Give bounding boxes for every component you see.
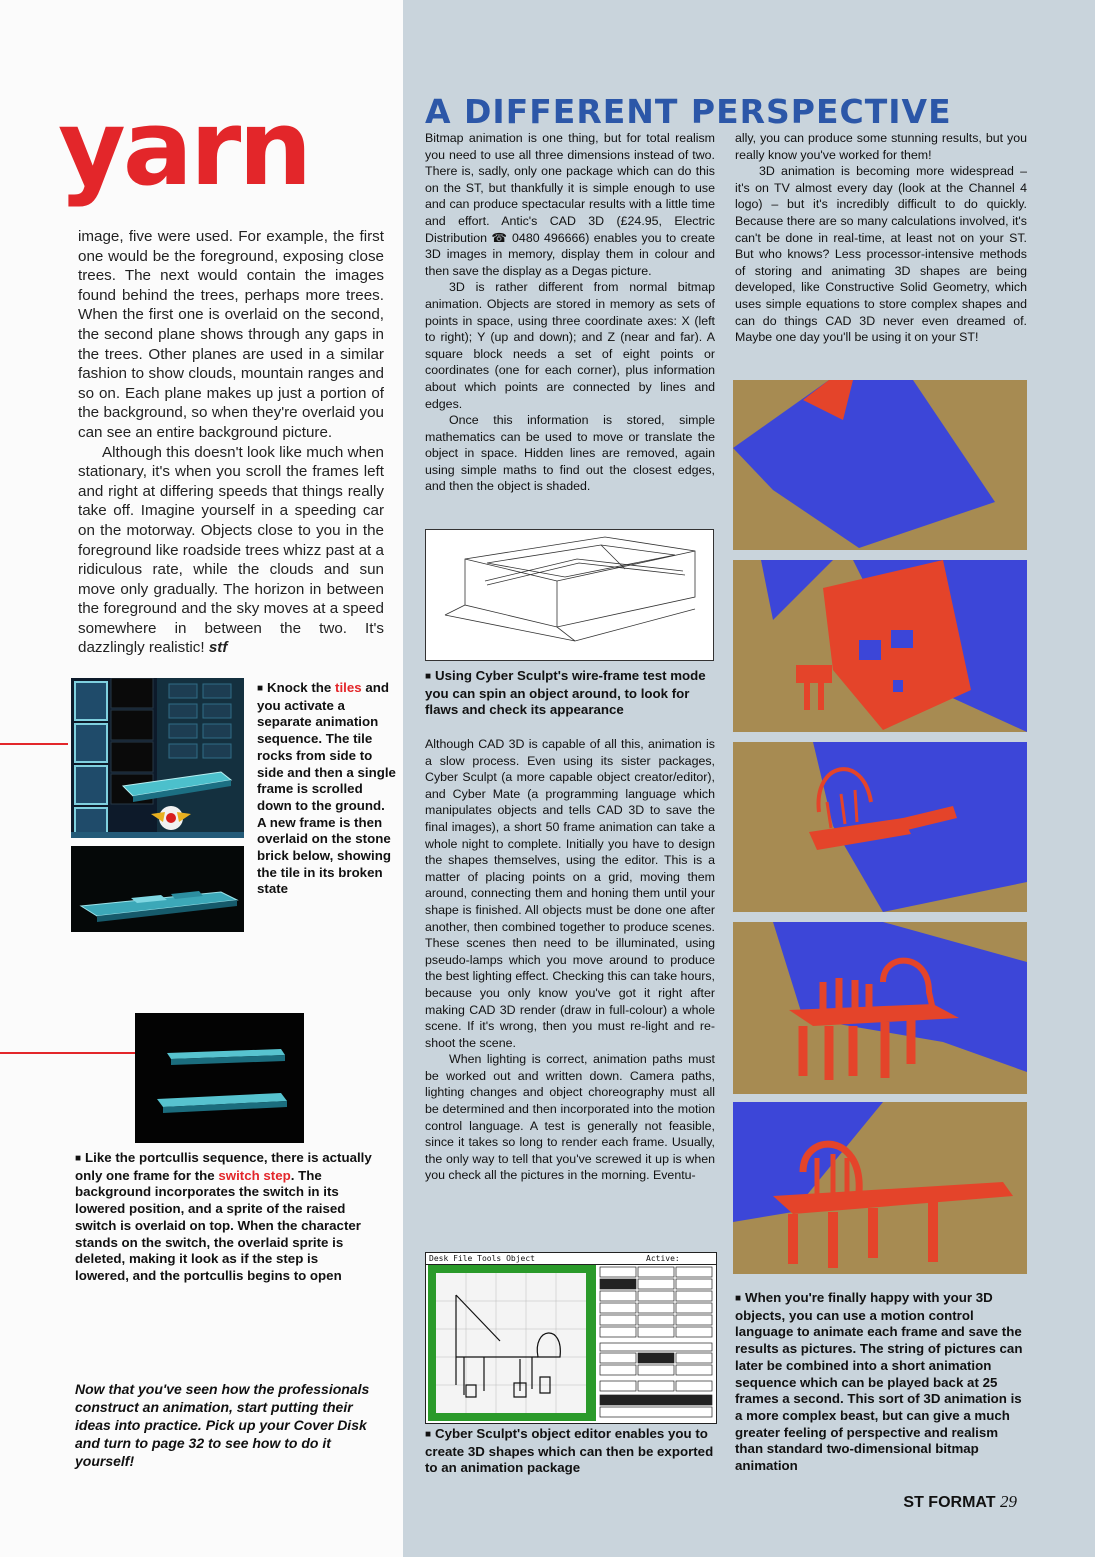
col1-paragraph-4: Although CAD 3D is capable of all this, animation is a slow process. Even using its sister packages, Cyber Sculpt (a more capable object creator/editor), and Cyber Mate (a programming language which manipulates objects and tells CAD 3D to save the final images), a short 50 frame animation can take a whole night to complete. Initially you have to design the shapes themselves, using the editor. This is a matter of placing points on a grid, moving them around, connecting them and honing them until your shape is finished. All objects must be done one after another, then combined together to produce scenes. These scenes then need to be illuminated, using pseudo-lamps which you move around to produce the best lighting effect. Checking this can take hours, because you only know you've got it right after making CAD 3D render (draw in full-colour) a whole scene. If it's wrong, then you must re-light and re-shoot the scene. (425, 737, 715, 1050)
editor-menu-label: Desk File Tools Object (429, 1254, 535, 1263)
tiles-screenshot (71, 678, 244, 838)
render-frame-3 (733, 742, 1027, 912)
body-text (78, 227, 384, 658)
col2-paragraph-1: ally, you can produce some stunning results, but you really know you've worked for them! (735, 131, 1027, 162)
render-frame-3-image (733, 742, 1027, 912)
switch-step-screenshot (135, 1013, 304, 1143)
caption-switch: ■ Like the portcullis sequence, there is actually only one frame for the switch step. The background incorporates the switch in its lowered position, and a sprite of the raised switch is overlaid on top. When the character stands on the switch, the overlaid sprite is deleted, making it look as if the step is lowered, and the portcullis begins to open (75, 1150, 372, 1283)
caption-tiles-highlight: tiles (335, 680, 362, 695)
body-paragraph-1: image, five were used. For example, the first one would be the foreground, exposing close trees. The next would contain the images found behind the trees, perhaps more trees. When the first one is overlaid on the second, the second plane shows through any gaps in the trees. Other planes are used in a similar fashion to show clouds, mountain ranges and so on. Each plane makes up just a portion of the background, so when they're overlaid you can see an entire background picture. (78, 228, 384, 441)
signoff: stf (208, 639, 228, 657)
caption-switch-highlight: switch step (218, 1167, 291, 1183)
caption-motion: ■ When you're finally happy with your 3D objects, you can use a motion control language to animate each frame and save the results as pictures. The string of pictures can later be combined into a short animation sequence which can be played back at 25 frames a second. This sort of 3D animation is a more complex beast, but can give a much greater feeling of perspective and realism than standard two-dimensional bitmap animation (735, 1290, 1023, 1474)
page-number: 29 (1000, 1492, 1017, 1511)
column-1-bottom (425, 736, 715, 1184)
render-frame-1-image (733, 380, 1027, 550)
caption-tiles: ■ Knock the tiles and you activate a separate animation sequence. The tile rocks from side to side and then a single frame is scrolled down to the ground. A new frame is then overlaid on the stone brick below, showing the tile in its broken state (257, 680, 396, 897)
caption-editor: ■ Cyber Sculpt's object editor enables you to create 3D shapes which can then be exported to an animation package (425, 1426, 714, 1476)
red-rule (0, 743, 68, 745)
magazine-name: ST FORMAT (903, 1494, 996, 1511)
editor-active-label: Active: (646, 1254, 680, 1263)
editor-button-grid (598, 1265, 714, 1421)
col1-paragraph-5: When lighting is correct, animation paths must be worked out and written down. Camera paths, lighting changes and object choreography must all be determined and then incorporated into the motion control language. A test is generally not feasible, since it takes so long to render each frame. Usually, the only way to tell that you've screwed it up is when you check all the pictures in the morning. Eventu- (425, 1052, 715, 1183)
editor-tool-panel[interactable] (598, 1265, 714, 1421)
render-frame-4 (733, 922, 1027, 1094)
red-rule (0, 1052, 135, 1054)
render-frame-1 (733, 380, 1027, 550)
caption-wireframe: ■ Using Cyber Sculpt's wire-frame test mode you can spin an object around, to look for flaws and check its appearance (425, 668, 706, 718)
section-title: A DIFFERENT PERSPECTIVE (425, 92, 952, 131)
column-1-top (425, 130, 715, 495)
editor-grid-view (428, 1265, 596, 1421)
render-frame-2 (733, 560, 1027, 732)
body-paragraph-2-text: Although this doesn't look like much when stationary, it's when you scroll the frames left and right at differing speeds that things really take off. Imagine yourself in a speeding car on the motorway. Objects close to you in the foreground like roadside trees whizz past at a ridiculous rate, while the clouds and sun move only gradually. The horizon in between the foreground and the sky moves at a speed somewhere in between the two. It's dazzlingly realistic! (78, 443, 384, 657)
col1-paragraph-2: 3D is rather different from normal bitmap animation. Objects are stored in memory as sets of points in space, using three coordinate axes: X (left to right); Y (up and down); and Z (near and far). A square block needs a set of eight points or coordinates (one for each corner), plus information about which points are connected by lines and edges. (425, 280, 715, 411)
editor-screenshot (425, 1252, 717, 1424)
cover-disk-promo: Now that you've seen how the professionals construct an animation, start putting their ideas into practice. Pick up your Cover Disk and turn to page 32 to see how to do it yourself! (75, 1381, 370, 1469)
body-paragraph-2 (78, 443, 384, 659)
col1-paragraph-1: Bitmap animation is one thing, but for total realism you need to use all three dimensions instead of two. There is, sadly, only one package which can do this on the ST, but thankfully it is simple enough to use and can produce spectacular results with a little time and effort. Antic's CAD 3D (£24.95, Electric Distribution ☎ 0480 496666) enables you to create 3D images in memory, display them in colour and then save the display as a Degas picture. (425, 131, 715, 278)
render-frame-2-image (733, 560, 1027, 732)
wireframe-screenshot (425, 529, 714, 661)
col2-paragraph-2: 3D animation is becoming more widespread – it's on TV almost every day (look at the Channel 4 logo) – but it's incredibly difficult to do quickly. Because there are so many calculations involved, it's can't be done in real-time, at least not on your ST. But who knows? Less processor-intensive methods of storing and animating 3D shapes are being developed, like Constructive Solid Geometry, which uses simple equations to store complex shapes and can do things CAD 3D never even dreamed of. Maybe one day you'll be using it on your ST! (735, 164, 1027, 345)
render-frame-5 (733, 1102, 1027, 1274)
render-frame-4-image (733, 922, 1027, 1094)
page-footer (903, 1492, 1017, 1512)
render-frame-5-image (733, 1102, 1027, 1274)
editor-menu-bar[interactable] (426, 1253, 716, 1265)
col1-paragraph-3: Once this information is stored, simple mathematics can be used to move or translate the object in space. Hidden lines are removed, again using simple maths to find out the closest edges, and then the object is shaded. (425, 413, 715, 494)
page-heading: yarn (58, 87, 310, 209)
broken-tile-screenshot (71, 846, 244, 932)
column-2 (735, 130, 1027, 346)
editor-viewport[interactable] (428, 1265, 596, 1421)
